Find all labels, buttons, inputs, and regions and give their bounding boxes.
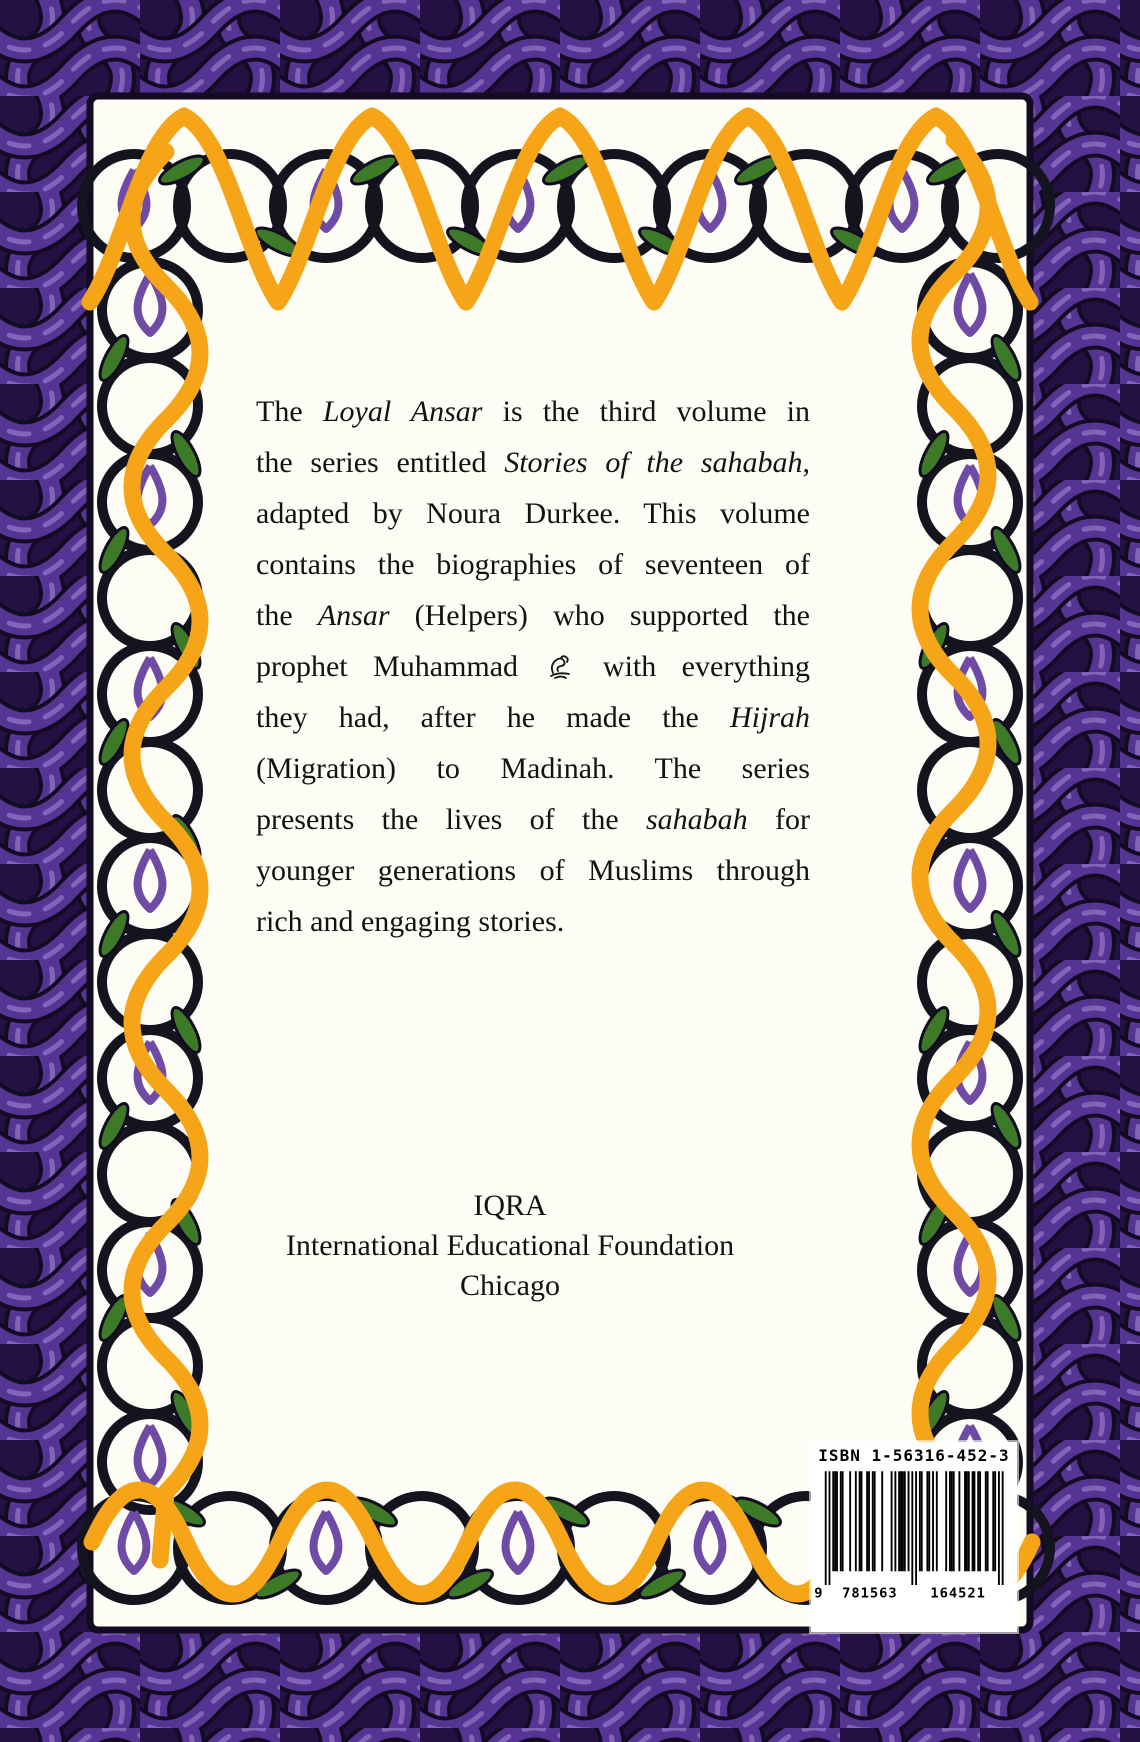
body-text-segment: The bbox=[256, 395, 323, 428]
barcode-bar bbox=[829, 1471, 831, 1585]
publisher-org: International Educational Foundation bbox=[285, 1229, 735, 1262]
body-text-segment: for bbox=[747, 803, 810, 836]
barcode-bar bbox=[994, 1471, 996, 1571]
pbuh-glyph bbox=[545, 652, 575, 682]
barcode-bar bbox=[998, 1471, 1000, 1585]
body-text-line bbox=[256, 692, 810, 743]
body-text-line bbox=[256, 743, 810, 794]
barcode-bar bbox=[836, 1471, 838, 1571]
body-text-segment: younger generations of Muslims through bbox=[256, 854, 810, 887]
barcode-bar bbox=[945, 1471, 947, 1571]
barcode-bar bbox=[908, 1471, 910, 1571]
body-text-line bbox=[256, 488, 810, 539]
barcode-bar bbox=[915, 1471, 917, 1585]
barcode-bar bbox=[985, 1471, 987, 1571]
body-text-segment: contains the biographies of seventeen of bbox=[256, 548, 810, 581]
barcode-bar bbox=[849, 1471, 851, 1571]
body-text-line bbox=[256, 437, 810, 488]
barcode-bar bbox=[881, 1471, 883, 1571]
barcode-bar bbox=[926, 1471, 928, 1571]
barcode-bar bbox=[1002, 1471, 1004, 1585]
barcode-bar bbox=[966, 1471, 968, 1571]
body-text-segment: they had, after he made the bbox=[256, 701, 730, 734]
back-cover-blurb bbox=[256, 386, 810, 947]
barcode-bar bbox=[928, 1471, 930, 1571]
body-text-segment: Ansar bbox=[317, 599, 390, 632]
barcode-bar bbox=[911, 1471, 913, 1585]
barcode-bar bbox=[872, 1471, 874, 1571]
barcode-bar bbox=[936, 1471, 938, 1571]
barcode-bar bbox=[951, 1471, 953, 1571]
body-text-segment: , bbox=[802, 446, 810, 479]
barcode-bar bbox=[900, 1471, 902, 1571]
barcode-bar bbox=[953, 1471, 955, 1571]
barcode-bar bbox=[840, 1471, 842, 1571]
barcode-bar bbox=[968, 1471, 970, 1571]
body-text-segment: Loyal Ansar bbox=[322, 395, 483, 428]
barcode-bar bbox=[898, 1471, 900, 1571]
body-text-segment: (Migration) to Madinah. The series bbox=[256, 752, 810, 785]
barcode-bar bbox=[932, 1471, 934, 1571]
body-text-line bbox=[256, 845, 810, 896]
barcode-bar bbox=[855, 1471, 857, 1571]
ean-group1: 781563 bbox=[842, 1585, 898, 1602]
body-text-segment: is the third volume in bbox=[482, 395, 811, 428]
body-text-segment: Stories of the sahabah bbox=[504, 446, 803, 479]
barcode-bar bbox=[919, 1471, 921, 1571]
barcode-bar bbox=[874, 1471, 876, 1571]
body-text-segment: presents the lives of the bbox=[256, 803, 646, 836]
barcode-bar bbox=[974, 1471, 976, 1571]
barcode-bar bbox=[834, 1471, 836, 1571]
barcode-bar bbox=[921, 1471, 923, 1571]
publisher-city: Chicago bbox=[460, 1269, 560, 1302]
barcode-bar bbox=[904, 1471, 906, 1571]
body-text-segment: prophet Muhammad bbox=[256, 650, 544, 683]
barcode-bar bbox=[861, 1471, 863, 1571]
body-text-line bbox=[256, 386, 810, 437]
barcode-bar bbox=[992, 1471, 994, 1571]
barcode-bar bbox=[979, 1471, 981, 1571]
publisher-block bbox=[226, 1186, 794, 1306]
barcode-bar bbox=[866, 1471, 868, 1571]
ean-group2: 164521 bbox=[930, 1585, 986, 1602]
body-text-line bbox=[256, 641, 810, 692]
body-text-segment: rich and engaging stories. bbox=[256, 905, 565, 938]
barcode-bars bbox=[825, 1471, 1004, 1585]
barcode-bar bbox=[949, 1471, 951, 1571]
barcode-bar bbox=[859, 1471, 861, 1571]
barcode bbox=[813, 1466, 1015, 1602]
body-text-segment: the bbox=[256, 599, 318, 632]
barcode-bar bbox=[987, 1471, 989, 1571]
barcode-bar bbox=[891, 1471, 893, 1571]
isbn-barcode-box bbox=[811, 1442, 1017, 1632]
barcode-bar bbox=[958, 1471, 960, 1571]
body-text-segment: adapted by Noura Durkee. This volume bbox=[256, 497, 810, 530]
barcode-bar bbox=[868, 1471, 870, 1571]
body-text-line bbox=[256, 590, 810, 641]
barcode-bar bbox=[964, 1471, 966, 1571]
isbn-label: ISBN 1-56316-452-3 bbox=[818, 1446, 1010, 1465]
body-text-line bbox=[256, 539, 810, 590]
body-text-segment: the series entitled bbox=[256, 446, 505, 479]
barcode-bar bbox=[832, 1471, 834, 1571]
body-text-line bbox=[256, 794, 810, 845]
barcode-bar bbox=[894, 1471, 896, 1571]
publisher-name: IQRA bbox=[473, 1189, 547, 1222]
barcode-bar bbox=[825, 1471, 827, 1585]
body-text-segment: sahabah bbox=[645, 803, 748, 836]
barcode-bar bbox=[902, 1471, 904, 1571]
barcode-bar bbox=[972, 1471, 974, 1571]
body-text-segment: with everything bbox=[577, 650, 810, 683]
barcode-bar bbox=[842, 1471, 844, 1571]
body-text-segment: Hijrah bbox=[729, 701, 810, 734]
pbuh-calligraphy-symbol bbox=[545, 652, 575, 682]
ean-left-digit: 9 bbox=[814, 1585, 824, 1602]
barcode-bar bbox=[977, 1471, 979, 1571]
body-text-segment: (Helpers) who supported the bbox=[389, 599, 810, 632]
body-text-line bbox=[256, 896, 810, 947]
